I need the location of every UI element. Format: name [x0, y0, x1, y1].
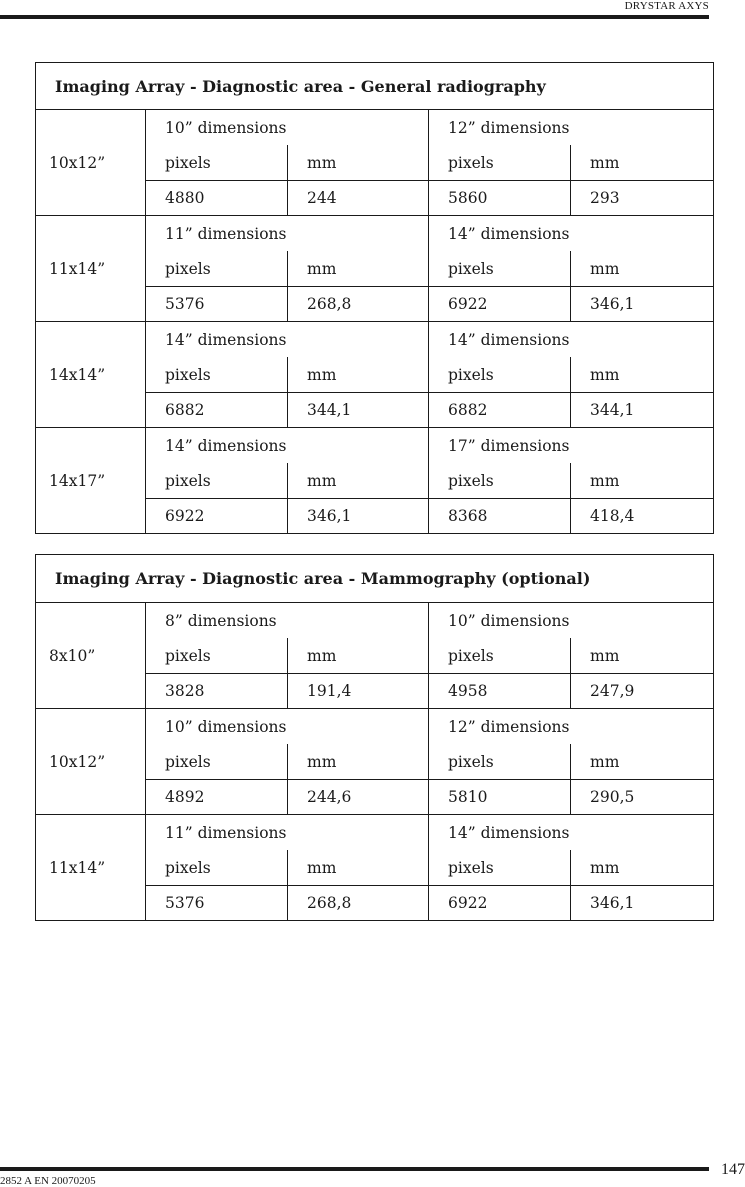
unit-label: mm: [571, 850, 714, 886]
value-cell: 5376: [146, 287, 288, 322]
unit-label: mm: [571, 463, 714, 499]
unit-label: pixels: [429, 251, 571, 287]
footer-rule: [0, 1167, 709, 1171]
value-cell: 3828: [146, 674, 288, 709]
value-cell: 247,9: [571, 674, 714, 709]
unit-label: mm: [571, 357, 714, 393]
running-header: [625, 0, 709, 12]
value-cell: 244: [288, 181, 429, 216]
page-number: 147: [721, 1161, 745, 1178]
dimension-header: 14” dimensions: [429, 322, 714, 358]
dimension-header: 10” dimensions: [146, 709, 429, 745]
brand-name: DRYSTAR AXYS: [624, 0, 709, 12]
unit-label: pixels: [146, 638, 288, 674]
unit-label: pixels: [429, 744, 571, 780]
header-rule: [0, 15, 709, 19]
table-mammography: [35, 554, 714, 921]
value-cell: 244,6: [288, 780, 429, 815]
size-label: 11x14”: [36, 815, 146, 921]
unit-label: mm: [571, 638, 714, 674]
dimension-header: 8” dimensions: [146, 603, 429, 639]
unit-label: pixels: [146, 251, 288, 287]
document-id: 2852 A EN 20070205: [0, 1175, 96, 1187]
table-body: [36, 63, 714, 534]
unit-label: mm: [288, 357, 429, 393]
value-cell: 8368: [429, 499, 571, 534]
size-label: 10x12”: [36, 110, 146, 216]
dimension-header: 10” dimensions: [146, 110, 429, 146]
unit-label: pixels: [146, 744, 288, 780]
value-cell: 346,1: [571, 886, 714, 921]
table-title: Imaging Array - Diagnostic area - General radiography: [36, 63, 714, 110]
dimension-header: 14” dimensions: [429, 815, 714, 851]
unit-label: mm: [571, 145, 714, 181]
dimension-header: 12” dimensions: [429, 110, 714, 146]
unit-label: pixels: [146, 463, 288, 499]
value-cell: 6922: [429, 287, 571, 322]
dimension-header: 14” dimensions: [146, 322, 429, 358]
table-general-radiography: [35, 62, 714, 534]
value-cell: 5376: [146, 886, 288, 921]
unit-label: mm: [288, 638, 429, 674]
dimension-header: 14” dimensions: [146, 428, 429, 464]
dimension-header: 12” dimensions: [429, 709, 714, 745]
value-cell: 293: [571, 181, 714, 216]
unit-label: mm: [288, 850, 429, 886]
unit-label: pixels: [429, 463, 571, 499]
value-cell: 6922: [146, 499, 288, 534]
value-cell: 4958: [429, 674, 571, 709]
unit-label: mm: [288, 251, 429, 287]
unit-label: mm: [571, 251, 714, 287]
value-cell: 344,1: [571, 393, 714, 428]
size-label: 11x14”: [36, 216, 146, 322]
unit-label: pixels: [146, 850, 288, 886]
value-cell: 344,1: [288, 393, 429, 428]
value-cell: 191,4: [288, 674, 429, 709]
unit-label: mm: [288, 463, 429, 499]
value-cell: 346,1: [571, 287, 714, 322]
value-cell: 418,4: [571, 499, 714, 534]
dimension-header: 14” dimensions: [429, 216, 714, 252]
unit-label: pixels: [429, 850, 571, 886]
value-cell: 5810: [429, 780, 571, 815]
table-title: Imaging Array - Diagnostic area - Mammography (optional): [36, 555, 714, 603]
table-body: [36, 555, 714, 921]
dimension-header: 11” dimensions: [146, 815, 429, 851]
size-label: 8x10”: [36, 603, 146, 709]
size-label: 14x14”: [36, 322, 146, 428]
value-cell: 6922: [429, 886, 571, 921]
unit-label: pixels: [146, 145, 288, 181]
unit-label: pixels: [146, 357, 288, 393]
unit-label: mm: [288, 145, 429, 181]
unit-label: mm: [571, 744, 714, 780]
unit-label: mm: [288, 744, 429, 780]
dimension-header: 11” dimensions: [146, 216, 429, 252]
unit-label: pixels: [429, 638, 571, 674]
size-label: 14x17”: [36, 428, 146, 534]
value-cell: 268,8: [288, 886, 429, 921]
value-cell: 6882: [146, 393, 288, 428]
value-cell: 346,1: [288, 499, 429, 534]
dimension-header: 10” dimensions: [429, 603, 714, 639]
value-cell: 4880: [146, 181, 288, 216]
unit-label: pixels: [429, 145, 571, 181]
unit-label: pixels: [429, 357, 571, 393]
value-cell: 4892: [146, 780, 288, 815]
value-cell: 5860: [429, 181, 571, 216]
value-cell: 290,5: [571, 780, 714, 815]
size-label: 10x12”: [36, 709, 146, 815]
value-cell: 6882: [429, 393, 571, 428]
dimension-header: 17” dimensions: [429, 428, 714, 464]
value-cell: 268,8: [288, 287, 429, 322]
